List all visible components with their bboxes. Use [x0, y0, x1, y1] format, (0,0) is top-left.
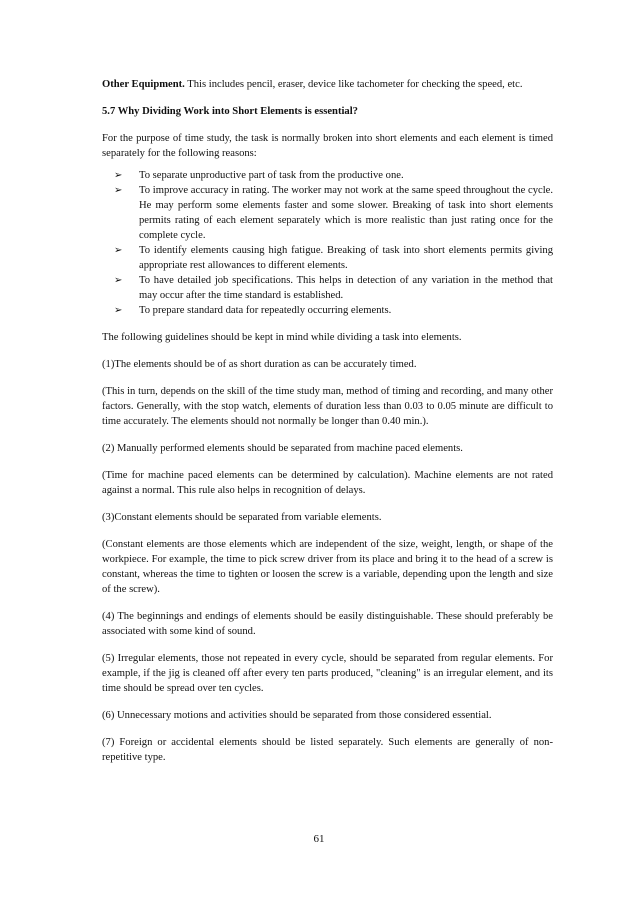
list-item [114, 303, 553, 318]
reason-text: To have detailed job specifications. This helps in detection of any variation in the method that may occur after the time standard is established. [139, 275, 553, 301]
document-page [102, 77, 553, 777]
guideline-paragraph: (1)The elements should be of as short duration as can be accurately timed. [102, 359, 417, 370]
section-heading: 5.7 Why Dividing Work into Short Elements is essential? [102, 106, 358, 117]
guideline-paragraph: (Constant elements are those elements which are independent of the size, weight, length, or shape of the workpiece. For example, the time to pick screw driver from its place and bring it to the head of a screw is constant, whereas the time to tighten or loosen the screw is a variable, depending upon the length and size of the screw). [102, 539, 553, 595]
list-item [114, 183, 553, 243]
list-item [114, 243, 553, 273]
guideline-paragraph: (6) Unnecessary motions and activities should be separated from those considered essential. [102, 710, 492, 721]
guideline-paragraph: (5) Irregular elements, those not repeated in every cycle, should be separated from regular elements. For example, if the jig is cleaned off after every ten parts produced, "cleaning" is an irregular element, and its time should be spread over ten cycles. [102, 653, 553, 694]
guideline-paragraph: (7) Foreign or accidental elements should be listed separately. Such elements are generally of non-repetitive type. [102, 737, 553, 763]
arrow-bullet-icon: ➢ [114, 305, 123, 316]
arrow-bullet-icon: ➢ [114, 245, 123, 256]
guidelines-intro: The following guidelines should be kept in mind while dividing a task into elements. [102, 332, 462, 343]
guideline-paragraph: (2) Manually performed elements should be separated from machine paced elements. [102, 443, 463, 454]
page-number: 61 [313, 833, 325, 845]
intro-text: This includes pencil, eraser, device like tachometer for checking the speed, etc. [184, 79, 523, 90]
guideline-paragraph: (This in turn, depends on the skill of the time study man, method of timing and recording, and many other factors. Generally, with the stop watch, elements of duration less than 0.03 to 0.05 minute are difficult to time accurately. The elements should not normally be longer than 0.40 min.). [102, 386, 553, 427]
guideline-paragraph: (4) The beginnings and endings of elements should be easily distinguishable. These should preferably be associated with some kind of sound. [102, 611, 553, 637]
reasons-list [102, 168, 553, 318]
arrow-bullet-icon: ➢ [114, 185, 123, 196]
reason-text: To identify elements causing high fatigue. Breaking of task into short elements permits giving appropriate rest allowances to different elements. [139, 245, 553, 271]
intro-label: Other Equipment. [102, 79, 185, 90]
purpose-paragraph: For the purpose of time study, the task is normally broken into short elements and each element is timed separately for the following reasons: [102, 133, 553, 159]
arrow-bullet-icon: ➢ [114, 170, 123, 181]
reason-text: To improve accuracy in rating. The worker may not work at the same speed throughout the cycle. He may perform some elements faster and some slower. Breaking of task into short elements permits rating of each element separately which is more realistic than just rating once for the complete cycle. [139, 185, 553, 241]
guideline-paragraph: (3)Constant elements should be separated from variable elements. [102, 512, 382, 523]
list-item [114, 168, 553, 183]
arrow-bullet-icon: ➢ [114, 275, 123, 286]
reason-text: To separate unproductive part of task from the productive one. [139, 170, 404, 181]
reason-text: To prepare standard data for repeatedly occurring elements. [139, 305, 392, 316]
guideline-paragraph: (Time for machine paced elements can be determined by calculation). Machine elements are not rated against a normal. This rule also helps in recognition of delays. [102, 470, 553, 496]
intro-paragraph [102, 77, 553, 92]
list-item [114, 273, 553, 303]
